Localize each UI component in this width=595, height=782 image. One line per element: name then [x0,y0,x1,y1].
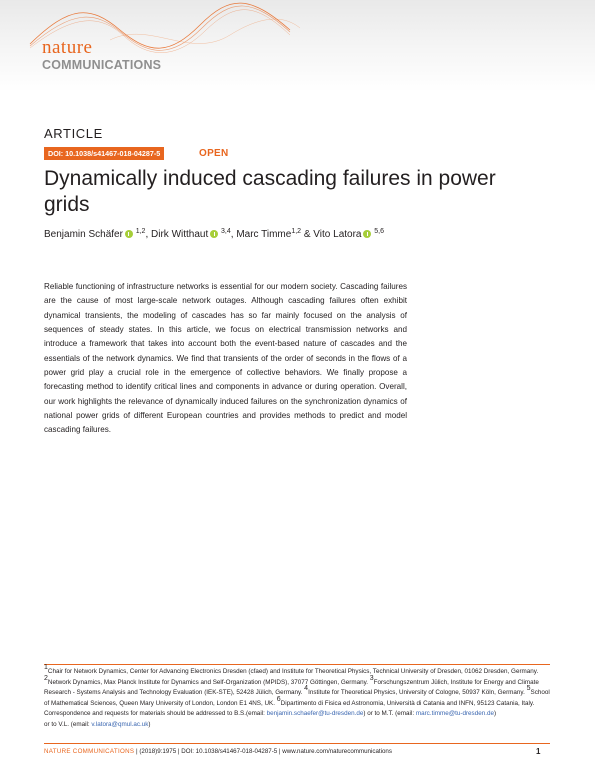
journal-logo [42,38,161,72]
open-access-label: OPEN [199,148,229,159]
author-affiliation-ref: 3,4 [221,228,231,235]
author-list [44,228,384,242]
email-link[interactable]: v.latora@qmul.ac.uk [91,720,149,728]
logo-nature-text: nature [42,37,93,58]
affiliation-number: 5 [526,685,531,693]
affiliation-text: Forschungszentrum Jülich, Institute for Energy and Climate Research - Systems Analysis and Technology Evaluation (IEK-STE), 52428 Jülich, Germany. [44,678,539,697]
affiliation-text: ) or to M.T. (email: [363,710,415,718]
affiliation-text: School of Mathematical Sciences, Queen Mary University of London, London E1 4NS, UK. [44,689,550,707]
doi-badge[interactable]: DOI: 10.1038/s41467-018-04287-5 [44,147,164,160]
affiliations-divider [44,664,550,665]
author-name[interactable]: Vito Latora [313,229,362,240]
affiliation-text: Dipartimento di Fisica ed Astronomia, Università di Catania and INFN, 95123 Catania, Italy. Correspondence and requests for materials should be addressed to B.S.(email: [44,699,535,718]
author-separator: , [230,229,234,240]
author-name[interactable]: Marc Timme [236,229,292,240]
affiliation-number: 2 [44,674,48,682]
affiliation-text: ) [493,710,497,718]
email-link[interactable]: marc.timme@tu-dresden.de [415,710,494,718]
footer-divider [44,743,550,744]
affiliation-number: 1 [44,664,48,671]
journal-header [0,0,595,92]
affiliation-number: 6 [276,695,281,703]
affiliation-text: Institute for Theoretical Physics, University of Cologne, 50937 Köln, Germany. [308,689,525,697]
logo-communications-text: COMMUNICATIONS [42,58,162,72]
author-affiliation-ref: 5,6 [374,228,384,235]
affiliation-text: or to V.L. (email: [44,720,90,728]
author-affiliation-ref: 1,2 [291,228,302,235]
author-separator: , [145,229,149,240]
affiliation-number: 4 [304,685,309,693]
affiliation-text: ) [148,720,151,728]
email-link[interactable]: benjamin.schaefer@tu-dresden.de [266,710,364,718]
abstract: Reliable functioning of infrastructure networks is essential for our modern society. Cascading failures are the cause of most large-scale network outages. Although cascading failures often exhibit dynamical transients, the modeling of cascades has so far mainly focused on the analysis of sequences of steady states. In this article, we focus on electrical transmission networks and introduce a framework that takes into account both the event-based nature of cascades and the essentials of the network dynamics. We find that transients of the order of seconds in the flows of a power grid play a crucial role in the emergence of collective behaviors. We finally propose a forecasting method to identify critical lines and components in advance or during operation. Overall, our work highlights the relevance of dynamically induced failures on the synchronization dynamics of national power grids of different European countries and provides methods to predict and model cascading failures. [44,282,407,435]
orcid-icon[interactable] [210,230,218,238]
author-affiliation-ref: 1,2 [135,228,146,235]
page-footer [44,748,392,755]
footer-journal-name: NATURE COMMUNICATIONS [44,748,135,755]
author-separator: & [303,229,311,240]
article-title: Dynamically induced cascading failures in power grids [44,167,496,216]
affiliation-text: Chair for Network Dynamics, Center for Advancing Electronics Dresden (cfaed) and Institute for Theoretical Physics, Technical University of Dresden, 01062 Dresden, Germany. [47,668,539,675]
footer-citation: | (2018)9:1975 [136,748,177,755]
affiliation-text: Network Dynamics, Max Planck Institute for Dynamics and Self-Organization (MPIDS), 37077 Göttingen, Germany. [47,678,369,686]
affiliation-number: 3 [369,674,374,682]
orcid-icon[interactable] [125,230,133,238]
footer-doi-url[interactable]: | DOI: 10.1038/s41467-018-04287-5 | www.nature.com/naturecommunications [177,748,392,755]
article-type-label: ARTICLE [44,126,103,141]
author-name[interactable]: Benjamin Schäfer [44,229,123,240]
affiliations [44,664,554,731]
page-number: 1 [536,747,541,756]
author-name[interactable]: Dirk Witthaut [151,229,209,240]
orcid-icon[interactable] [363,230,371,238]
